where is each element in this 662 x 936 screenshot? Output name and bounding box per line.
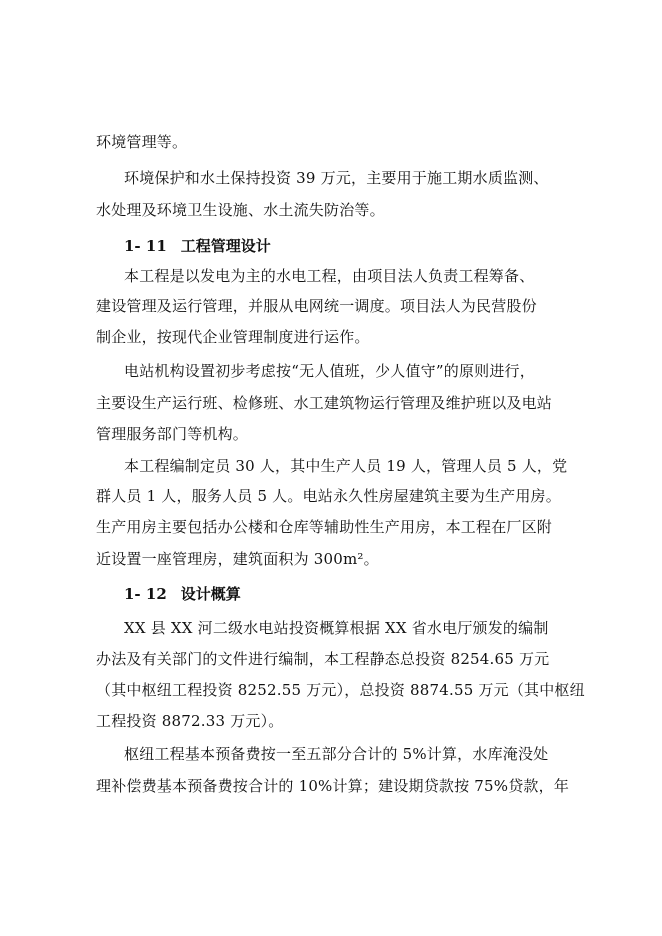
paragraph-line: 生产用房主要包括办公楼和仓库等辅助性生产用房，本工程在厂区附 xyxy=(96,518,553,536)
paragraph-line: （其中枢纽工程投资 8252.55 万元），总投资 8874.55 万元（其中枢纽 xyxy=(96,681,585,699)
paragraph-line: 水处理及环境卫生设施、水土流失防治等。 xyxy=(96,201,385,219)
section-number: 1- 12 xyxy=(124,585,167,603)
paragraph-line: 管理服务部门等机构。 xyxy=(96,425,249,443)
paragraph-line: 环境管理等。 xyxy=(96,133,188,151)
paragraph-line: 本工程编制定员 30 人，其中生产人员 19 人，管理人员 5 人，党 xyxy=(124,457,568,475)
paragraph-line: 制企业，按现代企业管理制度进行运作。 xyxy=(96,328,370,346)
section-number: 1- 11 xyxy=(124,237,167,255)
section-title: 设计概算 xyxy=(180,585,241,603)
paragraph-line: 理补偿费基本预备费按合计的 10%计算；建设期贷款按 75%贷款，年 xyxy=(96,777,570,795)
paragraph-line: 电站机构设置初步考虑按“无人值班，少人值守”的原则进行， xyxy=(124,362,535,380)
paragraph-line: 办法及有关部门的文件进行编制，本工程静态总投资 8254.65 万元 xyxy=(96,650,550,668)
paragraph-line: 近设置一座管理房，建筑面积为 300m²。 xyxy=(96,550,379,568)
paragraph-line: XX 县 XX 河二级水电站投资概算根据 XX 省水电厅颁发的编制 xyxy=(124,619,549,637)
paragraph-line: 环境保护和水土保持投资 39 万元，主要用于施工期水质监测、 xyxy=(124,169,549,187)
section-heading xyxy=(124,584,241,604)
paragraph-line: 建设管理及运行管理，并服从电网统一调度。项目法人为民营股份 xyxy=(96,297,537,315)
paragraph-line: 群人员 1 人，服务人员 5 人。电站永久性房屋建筑主要为生产用房。 xyxy=(96,487,561,505)
paragraph-line: 本工程是以发电为主的水电工程，由项目法人负责工程筹备、 xyxy=(124,267,535,285)
paragraph-line: 工程投资 8872.33 万元）。 xyxy=(96,712,284,730)
paragraph-line: 枢纽工程基本预备费按一至五部分合计的 5%计算，水库淹没处 xyxy=(124,745,549,763)
section-title: 工程管理设计 xyxy=(180,237,271,255)
section-heading xyxy=(124,236,271,256)
paragraph-line: 主要设生产运行班、检修班、水工建筑物运行管理及维护班以及电站 xyxy=(96,394,553,412)
